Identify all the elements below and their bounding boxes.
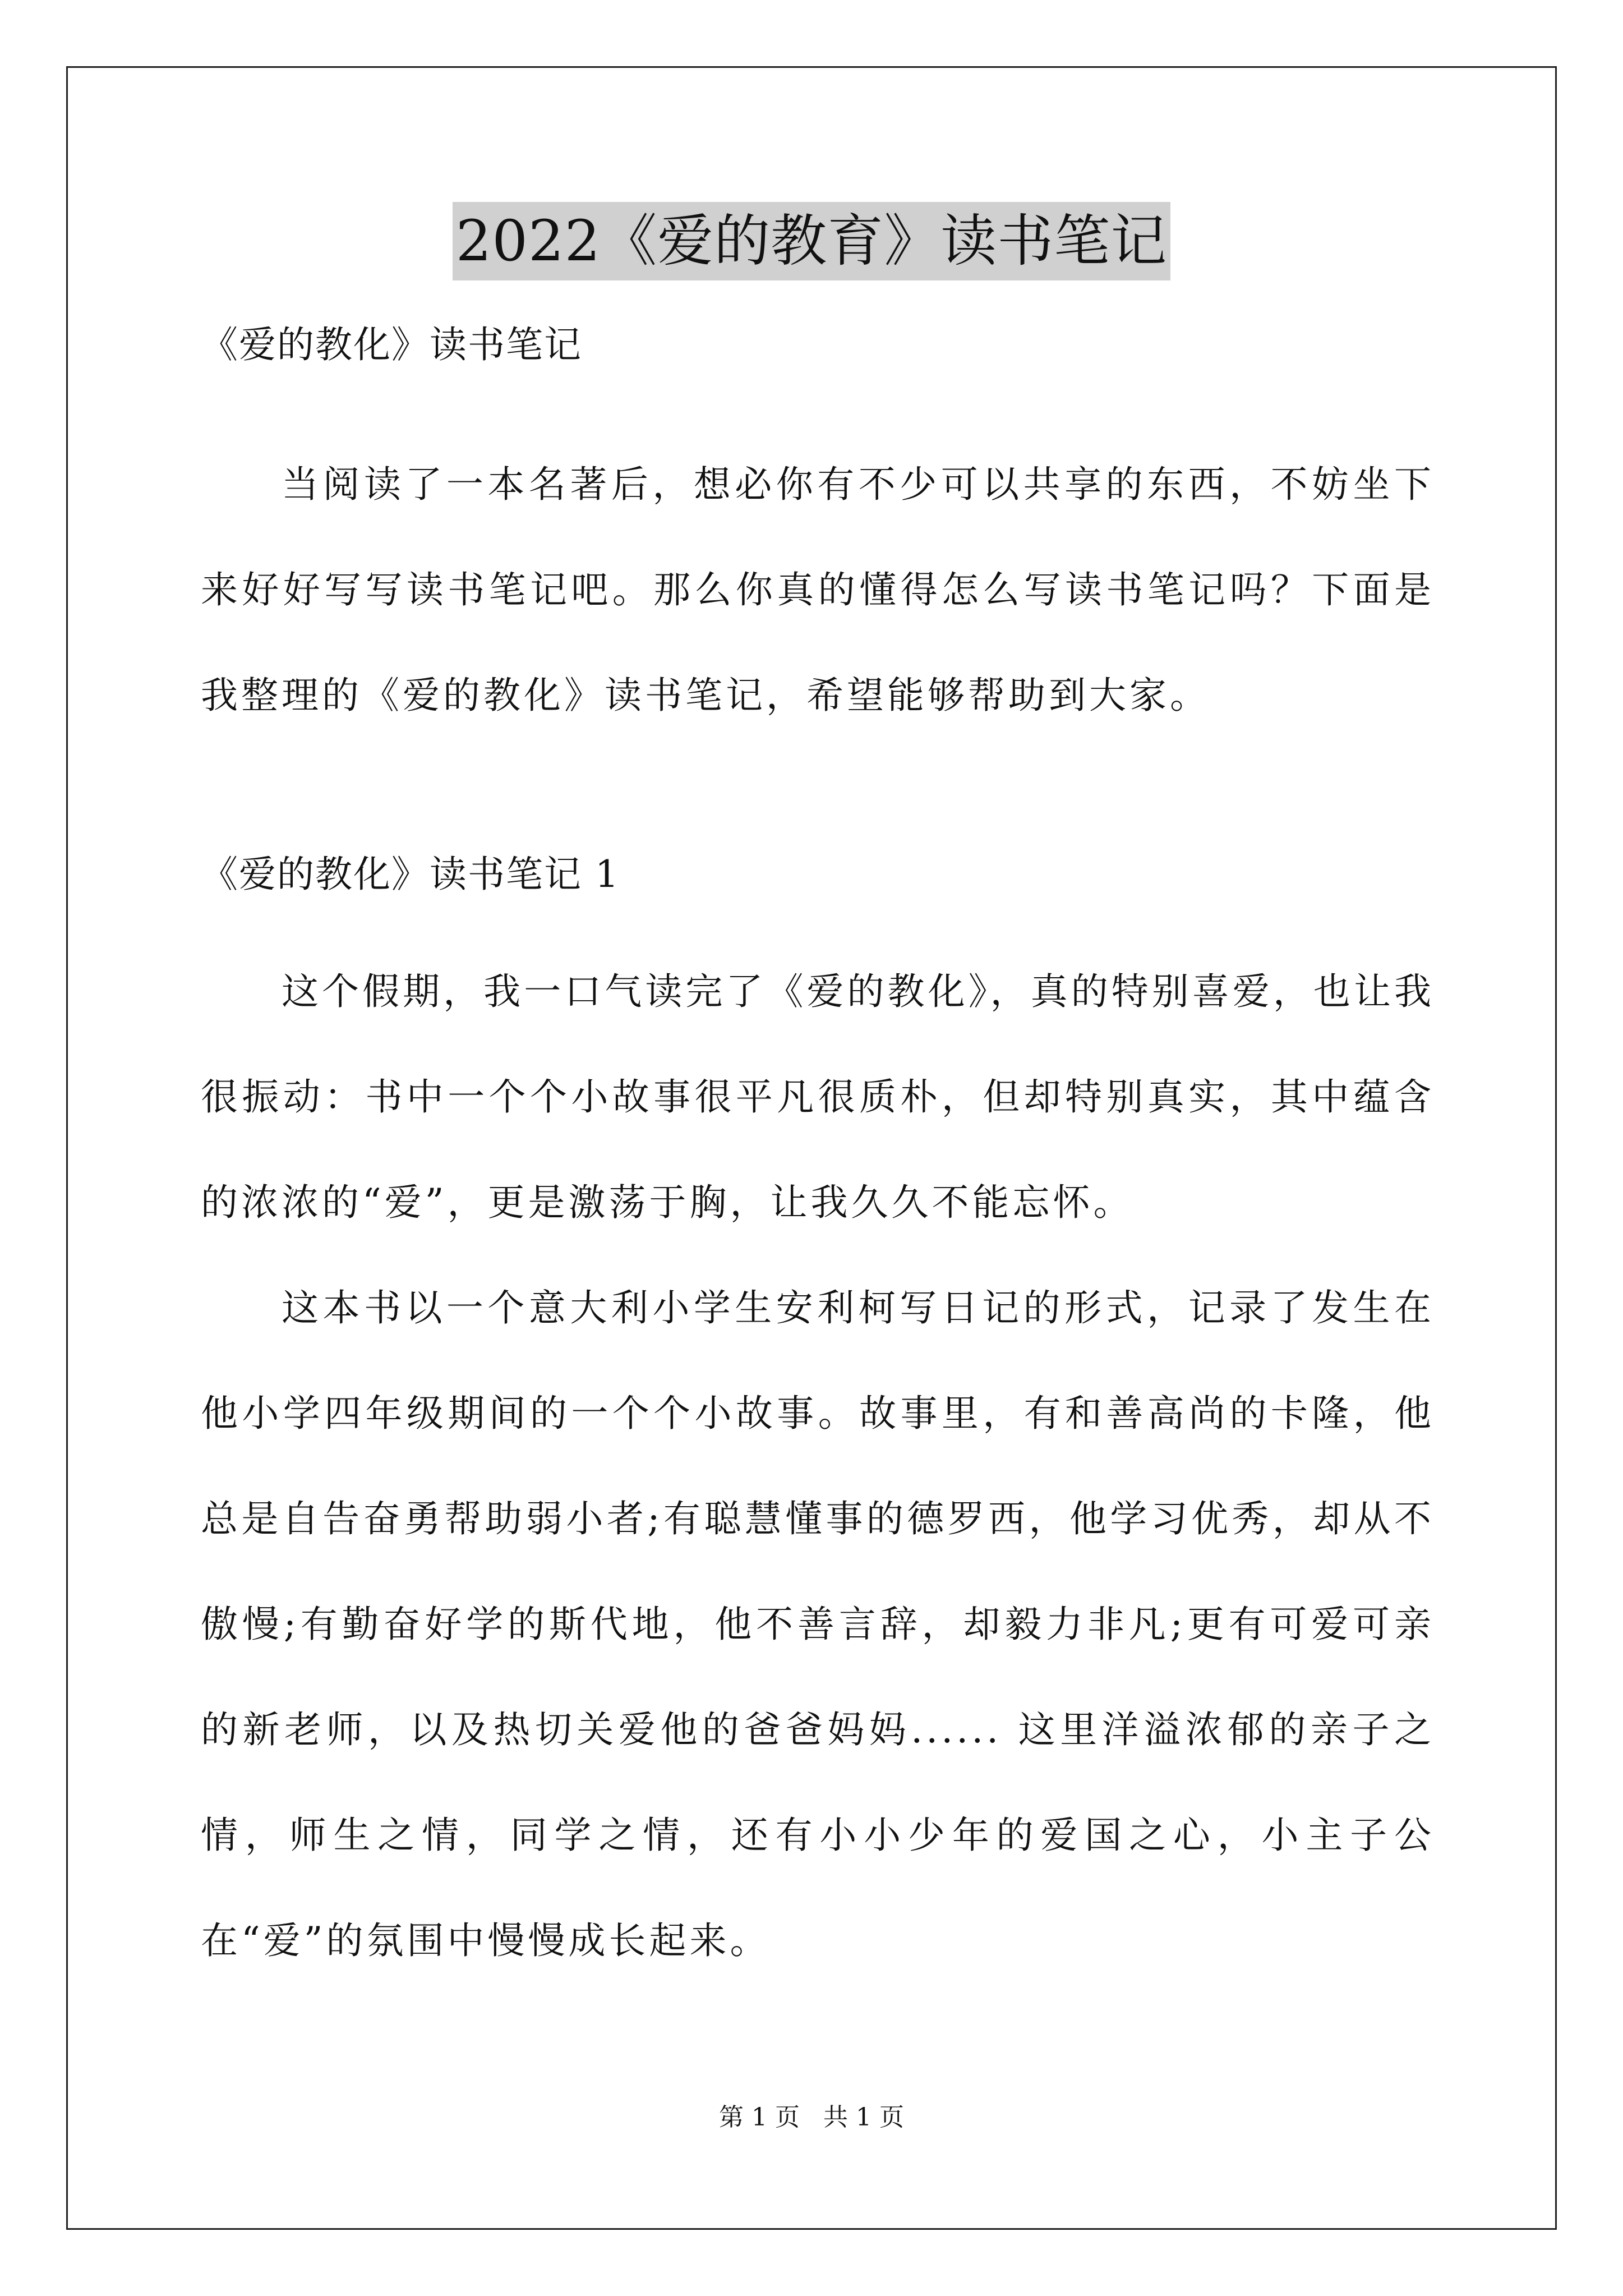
document-body xyxy=(201,314,1435,1994)
page-footer xyxy=(0,2101,1623,2134)
page-number-current: 第 1 页 xyxy=(719,2103,800,2132)
title-container xyxy=(0,202,1623,280)
document-title: 2022《爱的教育》读书笔记 xyxy=(453,202,1171,280)
intro-paragraph: 当阅读了一本名著后，想必你有不少可以共享的东西，不妨坐下来好好写写读书笔记吧。那么你真的懂得怎么写读书笔记吗？下面是我整理的《爱的教化》读书笔记，希望能够帮助到大家。 xyxy=(201,463,1435,717)
subheading-note-1: 《爱的教化》读书笔记 1 xyxy=(201,853,620,896)
body-paragraph-2: 这本书以一个意大利小学生安利柯写日记的形式，记录了发生在他小学四年级期间的一个个小故事。故事里，有和善高尚的卡隆，他总是自告奋勇帮助弱小者;有聪慧懂事的德罗西，他学习优秀，却从不傲慢;有勤奋好学的斯代地，他不善言辞，却毅力非凡;更有可爱可亲的新老师，以及热切关爱他的爸爸妈妈...... 这里洋溢浓郁的亲子之情，师生之情，同学之情，还有小小少年的爱国之心，小主子公在“爱”的氛围中慢慢成长起来。 xyxy=(201,1286,1435,1962)
body-paragraph-1: 这个假期，我一口气读完了《爱的教化》，真的特别喜爱，也让我很振动：书中一个个小故事很平凡很质朴，但却特别真实，其中蕴含的浓浓的“爱”，更是激荡于胸，让我久久不能忘怀。 xyxy=(201,970,1435,1224)
page-number-total: 共 1 页 xyxy=(823,2103,904,2132)
subheading-intro: 《爱的教化》读书笔记 xyxy=(201,323,582,366)
